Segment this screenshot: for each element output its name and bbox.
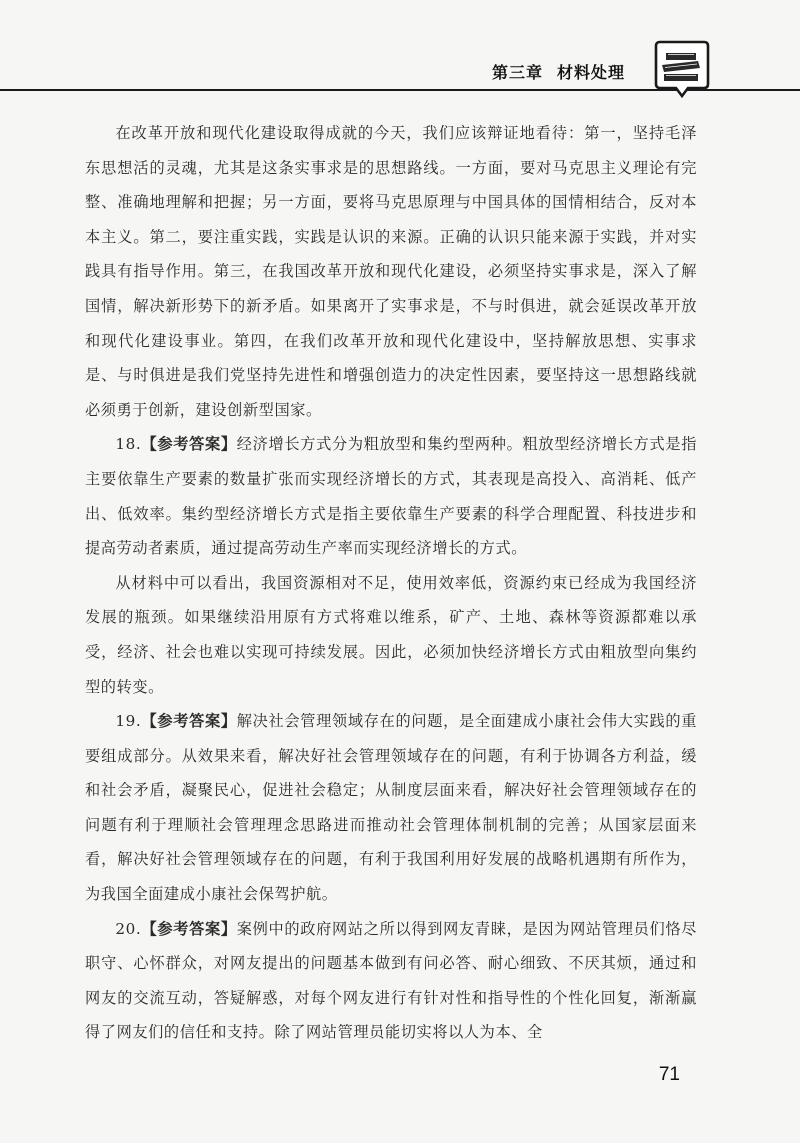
running-head	[492, 60, 625, 83]
answer-text: 经济增长方式分为粗放型和集约型两种。粗放型经济增长方式是指主要依靠生产要素的数量扩张而实现经济增长的方式，其表现是高投入、高消耗、低产出、低效率。集约型经济增长方式是指主要依靠生产要素的科学合理配置、科技进步和提高劳动者素质，通过提高劳动生产率而实现经济增长的方式。	[85, 435, 697, 558]
section-label: 材料处理	[556, 63, 625, 82]
question-number: 20.	[115, 919, 142, 938]
answer-text: 解决社会管理领域存在的问题，是全面建成小康社会伟大实践的重要组成部分。从效果来看，解决好社会管理领域存在的问题，有利于协调各方利益，缓和社会矛盾，凝聚民心，促进社会稳定；从制度层面来看，解决好社会管理领域存在的问题有利于理顺社会管理理念思路进而推动社会管理体制机制的完善；从国家层面来看，解决好社会管理领域存在的问题，有利于我国利用好发展的战略机遇期有所作为，为我国全面建成小康社会保驾护航。	[85, 712, 697, 904]
chapter-label: 第三章	[491, 63, 543, 82]
answer-label: 【参考答案】	[141, 919, 237, 938]
answer-text: 案例中的政府网站之所以得到网友青睐，是因为网站管理员们恪尽职守、心怀群众，对网友提出的问题基本做到有问必答、耐心细致、不厌其烦，通过和网友的交流互动，答疑解惑，对每个网友进行有针对性和指导性的个性化回复，渐渐赢得了网友们的信任和支持。除了网站管理员能切实将以人为本、全	[85, 919, 697, 1042]
answer-label: 【参考答案】	[141, 712, 237, 731]
page-header	[0, 0, 800, 110]
answer-label: 【参考答案】	[141, 435, 237, 454]
question-number: 18.	[115, 435, 142, 454]
answer-19	[85, 704, 697, 912]
page-number: 71	[658, 1064, 680, 1085]
paragraph-analysis: 从材料中可以看出，我国资源相对不足，使用效率低，资源约束已经成为我国经济发展的瓶颈。如果继续沿用原有方式将难以维系，矿产、土地、森林等资源都难以承受，经济、社会也难以实现可持续发展。因此，必须加快经济增长方式由粗放型向集约型的转变。	[85, 573, 697, 696]
paragraph-continuation: 在改革开放和现代化建设取得成就的今天，我们应该辩证地看待：第一，坚持毛泽东思想活的灵魂，尤其是这条实事求是的思想路线。一方面，要对马克思主义理论有完整、准确地理解和把握；另一方面，要将马克思原理与中国具体的国情相结合，反对本本主义。第二，要注重实践，实践是认识的来源。正确的认识只能来源于实践，并对实践具有指导作用。第三，在我国改革开放和现代化建设，必须坚持实事求是，深入了解国情，解决新形势下的新矛盾。如果离开了实事求是，不与时俱进，就会延误改革开放和现代化建设事业。第四，在我们改革开放和现代化建设中，坚持解放思想、实事求是、与时俱进是我们党坚持先进性和增强创造力的决定性因素，要坚持这一思想路线就必须勇于创新，建设创新型国家。	[85, 124, 697, 419]
body-text	[85, 116, 697, 1050]
answer-20	[85, 912, 697, 1050]
question-number: 19.	[115, 712, 142, 731]
answer-18	[85, 427, 697, 565]
book-stack-icon	[652, 40, 712, 98]
